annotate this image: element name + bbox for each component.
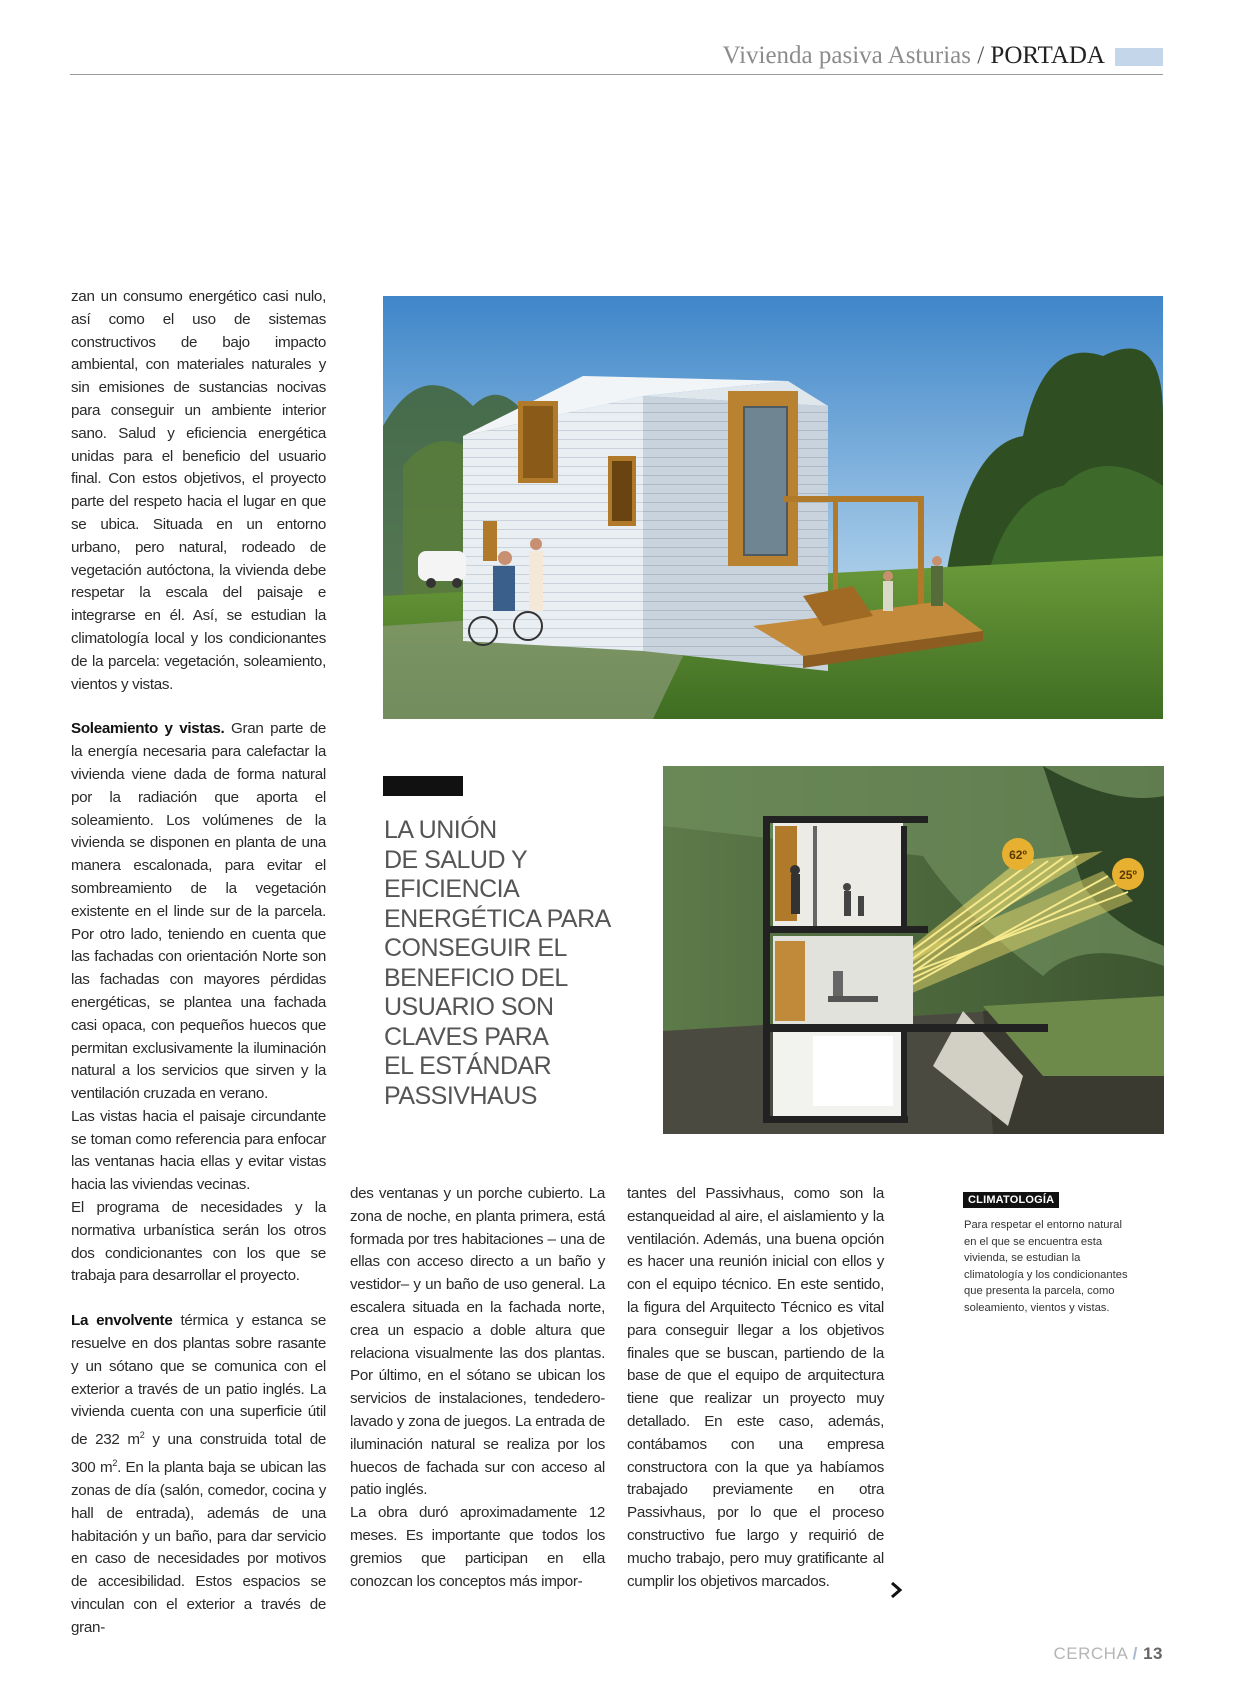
magazine-name: CERCHA <box>1053 1644 1128 1663</box>
quote-line: PASSIVHAUS <box>384 1081 537 1110</box>
house-render-image <box>383 296 1163 719</box>
quote-line: CLAVES PARA <box>384 1022 549 1051</box>
paragraph: des ventanas y un porche cubierto. La zona de noche, en planta primera, está formada por tres habitaciones – una de ellas con acceso directo a un baño y vestidor– y un baño de uso general. La escalera situada en la fachada norte, crea un espacio a doble altura que relaciona visualmente las dos plantas. Por último, en el sótano se ubican los servicios de instalaciones, tendedero-lavado y zona de juegos. La entrada de iluminación natural se realiza por los huecos de fachada sur con acceso al patio inglés. <box>350 1185 605 1499</box>
text-column-3 <box>627 1183 884 1593</box>
quote-marker <box>383 776 463 796</box>
quote-line: EL ESTÁNDAR <box>384 1052 552 1080</box>
caption-text: Para respetar el entorno natural en el que se encuentra esta vivienda, se estudian la climatología y los condicionantes que presenta la parcela, como soleamiento, vientos y vistas. <box>964 1219 1128 1314</box>
chevron-right-icon <box>886 1580 906 1600</box>
page-header <box>70 38 1163 75</box>
quote-line: USUARIO SON <box>384 993 554 1021</box>
quote-line: LA UNIÓN <box>384 816 497 844</box>
quote-line: CONSEGUIR EL <box>384 934 567 962</box>
quote-line: ENERGÉTICA PARA <box>384 904 611 933</box>
text-column-2 <box>350 1183 605 1593</box>
paragraph: La obra duró aproximadamente 12 meses. Es importante que todos los gremios que participan en ella conozcan los conceptos más impor- <box>350 1504 605 1590</box>
quote-line: BENEFICIO DEL <box>384 963 568 992</box>
running-title-text: Vivienda pasiva Asturias <box>722 42 971 69</box>
paragraph: Las vistas hacia el paisaje circundante se toman como referencia para enfocar las ventanas hacia ellas y evitar vistas hacia las viviendas vecinas. <box>71 1107 326 1194</box>
text-column-1 <box>71 286 326 1640</box>
angle-label-high: 62º <box>1009 848 1027 862</box>
paragraph: La envolvente térmica y estanca se resuelve en dos plantas sobre rasante y un sótano que se comunica con el exterior a través de un patio inglés. La vivienda cuenta con una superficie útil de 232 $m^2$ y una construida total de 300 $m^2$. En la planta baja se ubican las zonas de día (salón, comedor, cocina y hall de entrada), además de una habitación y un baño, para dar servicio en caso de necesidades por motivos de accesibilidad. Estos espacios se vinculan con el exterior a través de gran- <box>71 1312 326 1636</box>
subheading-envolvente: La envolvente <box>71 1312 173 1330</box>
running-title <box>723 42 1105 70</box>
subheading-soleamiento: Soleamiento y vistas. <box>71 720 225 738</box>
header-color-block <box>1115 48 1163 66</box>
quote-line: DE SALUD Y <box>384 845 528 874</box>
angle-label-low: 25º <box>1119 868 1137 882</box>
caption-tag: CLIMATOLOGÍA <box>963 1192 1059 1208</box>
footer-separator: / <box>1132 1644 1138 1663</box>
paragraph: zan un consumo energético casi nulo, así como el uso de sistemas constructivos de bajo impacto ambiental, con materiales naturales y sin emisiones de sustancias nocivas para conseguir un ambiente interior sano. Salud y eficiencia energética unidas para el beneficio del usuario final. Con estos objetivos, el proyecto parte del respeto hacia el lugar en que se ubica. Situada en un entorno urbano, pero natural, rodeado de vegetación autóctona, la vivienda debe respetar la escala del paisaje e integrarse en él. Así, se estudian la climatología local y los condicionantes de la parcela: vegetación, soleamiento, vientos y vistas. <box>71 288 326 693</box>
page-number: 13 <box>1143 1644 1163 1663</box>
quote-line: EFICIENCIA <box>384 875 520 903</box>
pull-quote <box>384 816 624 1111</box>
page-footer <box>1054 1644 1163 1664</box>
section-name: PORTADA <box>990 42 1105 69</box>
paragraph: Soleamiento y vistas. Gran parte de la energía necesaria para calefactar la vivienda viene dada de forma natural por la radiación que aporta el soleamiento. Los volúmenes de la vivienda se disponen en planta de una manera escalonada, para evitar el sombreamiento de la vegetación existente en el linde sur de la parcela. Por otro lado, teniendo en cuenta que las fachadas con orientación Norte son las fachadas con mayores pérdidas energéticas, se plantea una fachada casi opaca, con pequeños huecos que permitan exclusivamente la iluminación natural a los servicios que sirven y la ventilación cruzada en verano. <box>71 720 327 1103</box>
paragraph: tantes del Passivhaus, como son la estanqueidad al aire, el aislamiento y la ventilación. Además, una buena opción es hacer una reunión inicial con ellos y con el equipo técnico. En este sentido, la figura del Arquitecto Técnico es vital para conseguir llegar a los objetivos finales que se buscan, partiendo de la base de que el equipo de arquitectura tiene que realizar un proyecto muy detallado. En este caso, además, contábamos con una empresa constructora con la que ya habíamos trabajado previamente en otra Passivhaus, por lo que el proceso constructivo fue largo y requirió de mucho trabajo, pero muy gratificante al cumplir los objetivos marcados. <box>627 1185 884 1590</box>
running-title-separator: / <box>977 42 985 69</box>
section-diagram-image <box>663 766 1164 1134</box>
paragraph: El programa de necesidades y la normativa urbanística serán los otros dos condicionantes con los que se trabaja para desarrollar el proyecto. <box>71 1199 326 1285</box>
